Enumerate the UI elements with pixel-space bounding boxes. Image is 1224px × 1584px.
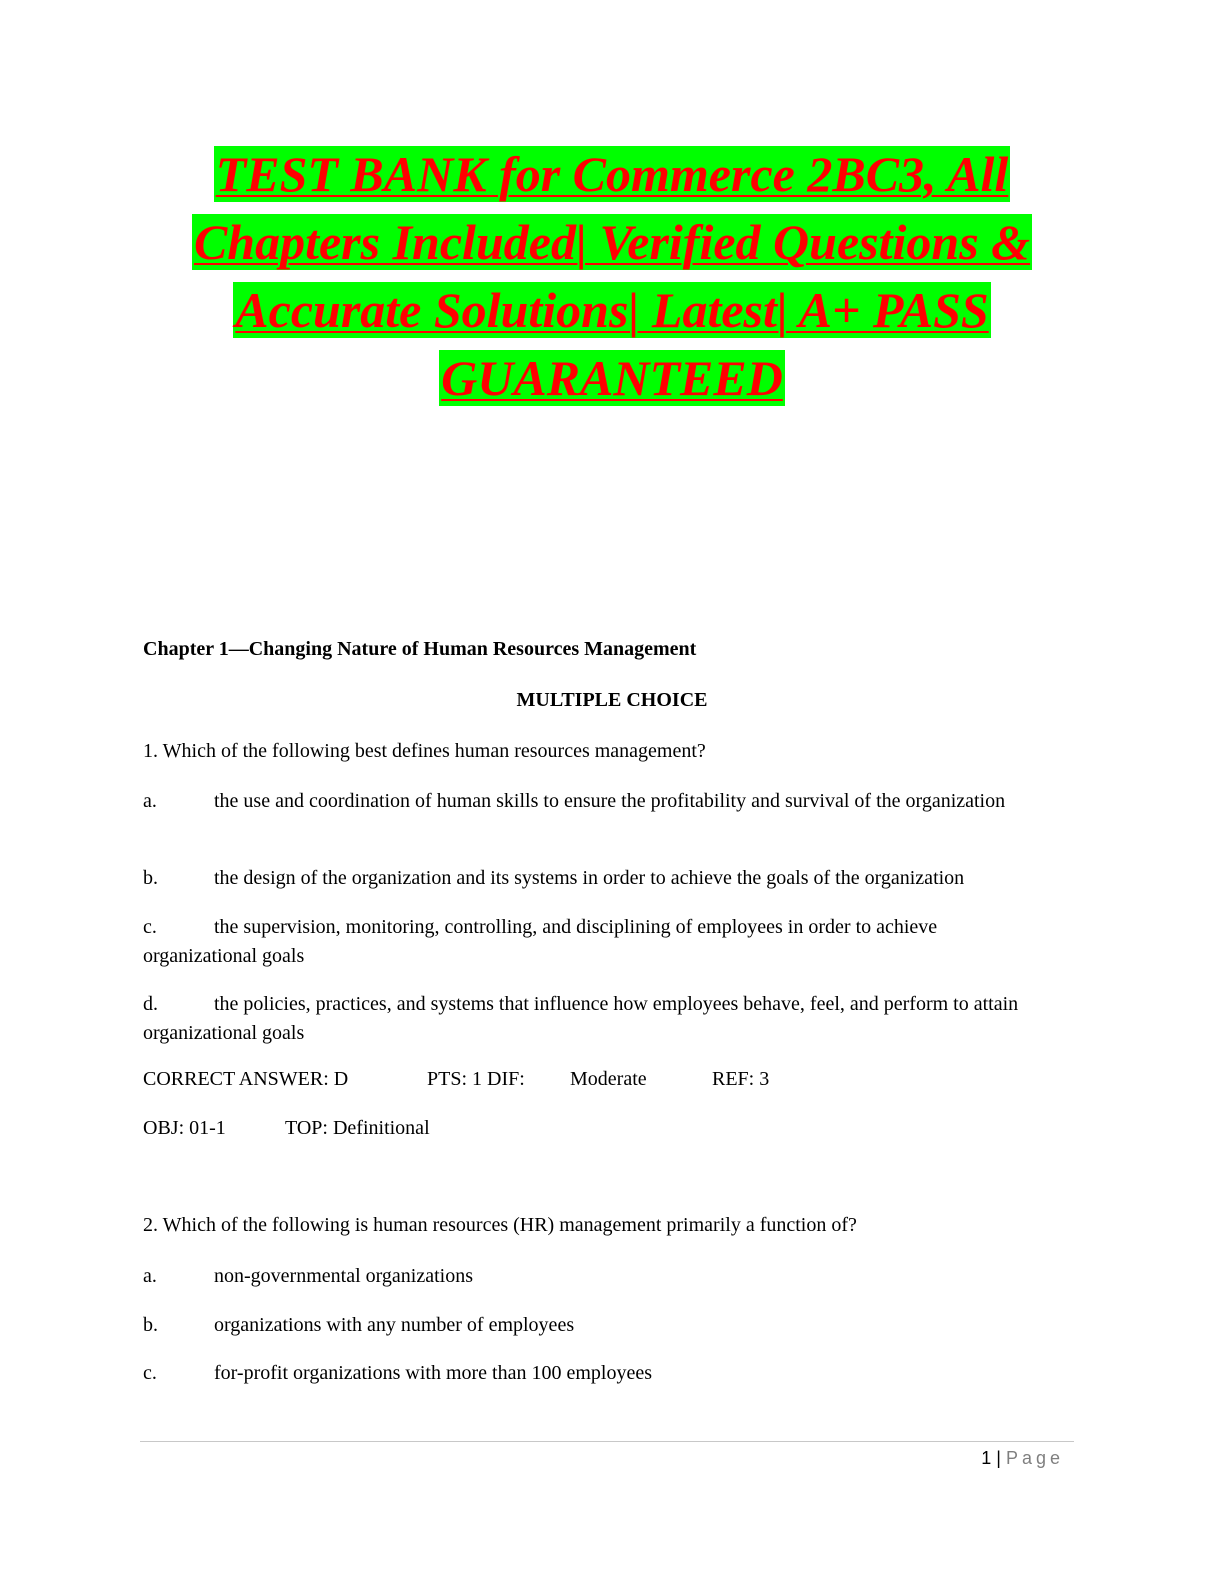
question-1-option-d	[143, 990, 1053, 1048]
title-line-4: GUARANTEED	[441, 350, 783, 406]
option-letter: b.	[143, 867, 158, 889]
question-1-option-a	[143, 787, 1053, 816]
title-line-1: TEST BANK for Commerce 2BC3, All	[215, 146, 1009, 202]
question-1-option-c	[143, 913, 1053, 971]
title-line-3: Accurate Solutions| Latest| A+ PASS	[235, 282, 989, 338]
difficulty-value: Moderate	[570, 1068, 647, 1090]
option-letter: a.	[143, 790, 157, 812]
page-number: 1	[981, 1448, 992, 1468]
document-title	[150, 140, 1074, 412]
page-footer	[981, 1448, 1064, 1469]
question-2-option-c	[143, 1359, 1053, 1388]
objective: OBJ: 01-1	[143, 1117, 226, 1139]
chapter-heading: Chapter 1—Changing Nature of Human Resources Management	[143, 638, 697, 660]
option-text: the use and coordination of human skills to ensure the profitability and survival of the organization	[214, 790, 1006, 812]
topic: TOP: Definitional	[285, 1117, 430, 1139]
footer-divider	[140, 1441, 1074, 1442]
option-text: for-profit organizations with more than 100 employees	[214, 1362, 653, 1384]
title-line-2: Chapters Included| Verified Questions &	[193, 214, 1031, 270]
option-text: organizations with any number of employees	[214, 1314, 575, 1336]
option-letter: d.	[143, 993, 158, 1015]
page-word: Page	[1005, 1448, 1064, 1468]
answer-line	[143, 1068, 843, 1094]
option-text: the policies, practices, and systems that influence how employees behave, feel, and perform to attain organizational goals	[143, 993, 1019, 1044]
option-text: the design of the organization and its systems in order to achieve the goals of the organization	[214, 867, 965, 889]
correct-answer: CORRECT ANSWER: D	[143, 1068, 349, 1090]
option-letter: c.	[143, 916, 157, 938]
section-heading: MULTIPLE CHOICE	[516, 689, 708, 711]
option-letter: c.	[143, 1362, 157, 1384]
option-text: the supervision, monitoring, controlling, and disciplining of employees in order to achieve organizational goals	[143, 916, 938, 967]
question-1-text: 1. Which of the following best defines human resources management?	[143, 740, 706, 762]
option-letter: a.	[143, 1265, 157, 1287]
points-difficulty: PTS: 1 DIF:	[427, 1068, 525, 1090]
option-text: non-governmental organizations	[214, 1265, 474, 1287]
option-letter: b.	[143, 1314, 158, 1336]
footer-separator: |	[996, 1448, 1001, 1468]
question-2-text: 2. Which of the following is human resources (HR) management primarily a function of?	[143, 1214, 857, 1236]
question-2-option-b	[143, 1311, 1053, 1340]
objective-line	[143, 1117, 643, 1143]
question-2-option-a	[143, 1262, 1053, 1291]
question-1-option-b	[143, 864, 1053, 893]
reference: REF: 3	[712, 1068, 770, 1090]
